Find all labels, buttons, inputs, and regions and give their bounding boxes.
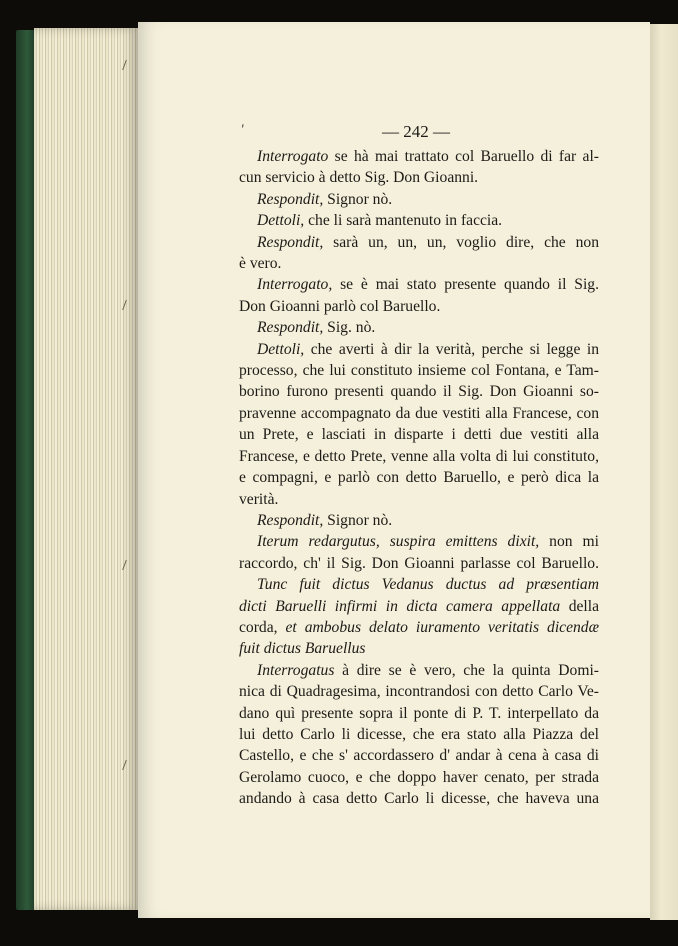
roman-text: se è mai stato presente quando il Sig. (332, 276, 599, 294)
text-line (239, 724, 599, 745)
margin-mark: ʹ (241, 124, 245, 139)
text-line (239, 167, 599, 188)
roman-text: Signor nò. (323, 190, 393, 208)
italic-text: dicti Baruelli infirmi in dicta camera appellata (239, 597, 561, 615)
roman-text: dano quì presente sopra il ponte di P. T. interpellato da (239, 704, 599, 722)
italic-text: Iterum redargutus, suspira emittens dixit, (257, 533, 540, 551)
italic-text: Respondit, (257, 190, 324, 208)
text-line (239, 424, 599, 445)
text-line (239, 189, 599, 210)
roman-text: è vero. (239, 255, 282, 273)
text-line (239, 638, 599, 659)
text-line (239, 274, 599, 295)
text-line (239, 553, 599, 574)
text-line (239, 767, 599, 788)
roman-text: Signor nò. (323, 511, 393, 529)
text-line (239, 446, 599, 467)
page-edge-marks (120, 60, 134, 880)
roman-text: Sig. nò. (323, 319, 376, 337)
text-line (239, 617, 599, 638)
roman-text: andando à casa detto Carlo li dicesse, che haveva una (239, 790, 599, 808)
text-line (239, 660, 599, 681)
roman-text: pravenne accompagnato da due vestiti alla Francese, con (239, 404, 599, 422)
roman-text: sarà un, un, un, voglio dire, che non (323, 233, 599, 251)
roman-text: della (560, 597, 599, 615)
roman-text: Gerolamo cuoco, e che doppo haver cenato, per strada (239, 768, 599, 786)
text-line (239, 360, 599, 381)
text-line (239, 681, 599, 702)
page-edge-mark (122, 560, 133, 570)
roman-text: che li sarà mantenuto in faccia. (304, 212, 503, 230)
text-line (239, 146, 599, 167)
facing-page-edge (650, 24, 678, 920)
page-edge-mark (122, 60, 133, 70)
roman-text: nica di Quadragesima, incontrandosi con detto Carlo Ve- (239, 683, 599, 701)
text-line (239, 510, 599, 531)
roman-text: lui detto Carlo li dicesse, che era stato alla Piazza del (239, 725, 599, 743)
roman-text: processo, che lui constituto insieme col Fontana, e Tam- (239, 362, 599, 380)
roman-text: à dire se è vero, che la quinta Domi- (334, 661, 599, 679)
text-line (239, 788, 599, 809)
roman-text: cun servicio à detto Sig. Don Gioanni. (239, 169, 479, 187)
text-line (239, 339, 599, 360)
roman-text: che averti à dir la verità, perche si legge in (304, 340, 599, 358)
roman-text: e compagni, e parlò con detto Baruello, e però dica la (239, 469, 599, 487)
text-line (239, 381, 599, 402)
page-edge-mark (122, 760, 133, 770)
page-number: — 242 — (382, 122, 450, 141)
roman-text: un Prete, e lasciati in disparte i detti due vestiti alla (239, 426, 599, 444)
roman-text: raccordo, ch' il Sig. Don Gioanni parlasse col Baruello. (239, 554, 599, 572)
italic-text: Interrogato, (257, 276, 333, 294)
roman-text: corda, (239, 618, 278, 636)
italic-text: fuit dictus Baruellus (239, 640, 366, 658)
text-line (239, 745, 599, 766)
text-line (239, 703, 599, 724)
text-line (239, 317, 599, 338)
italic-text: Dettoli, (257, 340, 305, 358)
roman-text: borino furono presenti quando il Sig. Don Gioanni so- (239, 383, 599, 401)
text-line (239, 596, 599, 617)
text-line (239, 467, 599, 488)
italic-text: Respondit, (257, 233, 324, 251)
text-line (239, 296, 599, 317)
text-line (239, 232, 599, 253)
roman-text: non mi (539, 533, 599, 551)
roman-text: Don Gioanni parlò col Baruello. (239, 297, 441, 315)
italic-text: Tunc fuit dictus Vedanus ductus ad præsentiam (257, 576, 599, 594)
text-line (239, 574, 599, 595)
italic-text: et ambobus delato iuramento veritatis dicendæ (277, 618, 599, 636)
text-line (239, 489, 599, 510)
text-line (239, 403, 599, 424)
italic-text: Interrogato (257, 148, 329, 165)
page-edge-mark (122, 300, 133, 310)
text-line (239, 210, 599, 231)
roman-text: Castello, e che s' accordassero d' andar à cena à casa di (239, 747, 599, 765)
text-line (239, 531, 599, 552)
roman-text: verità. (239, 490, 279, 508)
italic-text: Dettoli, (257, 212, 305, 230)
roman-text: Francese, e detto Prete, venne alla volta di lui constituto, (239, 447, 599, 465)
italic-text: Respondit, (257, 511, 324, 529)
roman-text: se hà mai trattato col Baruello di far al- (328, 148, 599, 165)
italic-text: Respondit, (257, 319, 324, 337)
page-body-text (239, 146, 599, 810)
text-line (239, 253, 599, 274)
italic-text: Interrogatus (257, 661, 335, 679)
